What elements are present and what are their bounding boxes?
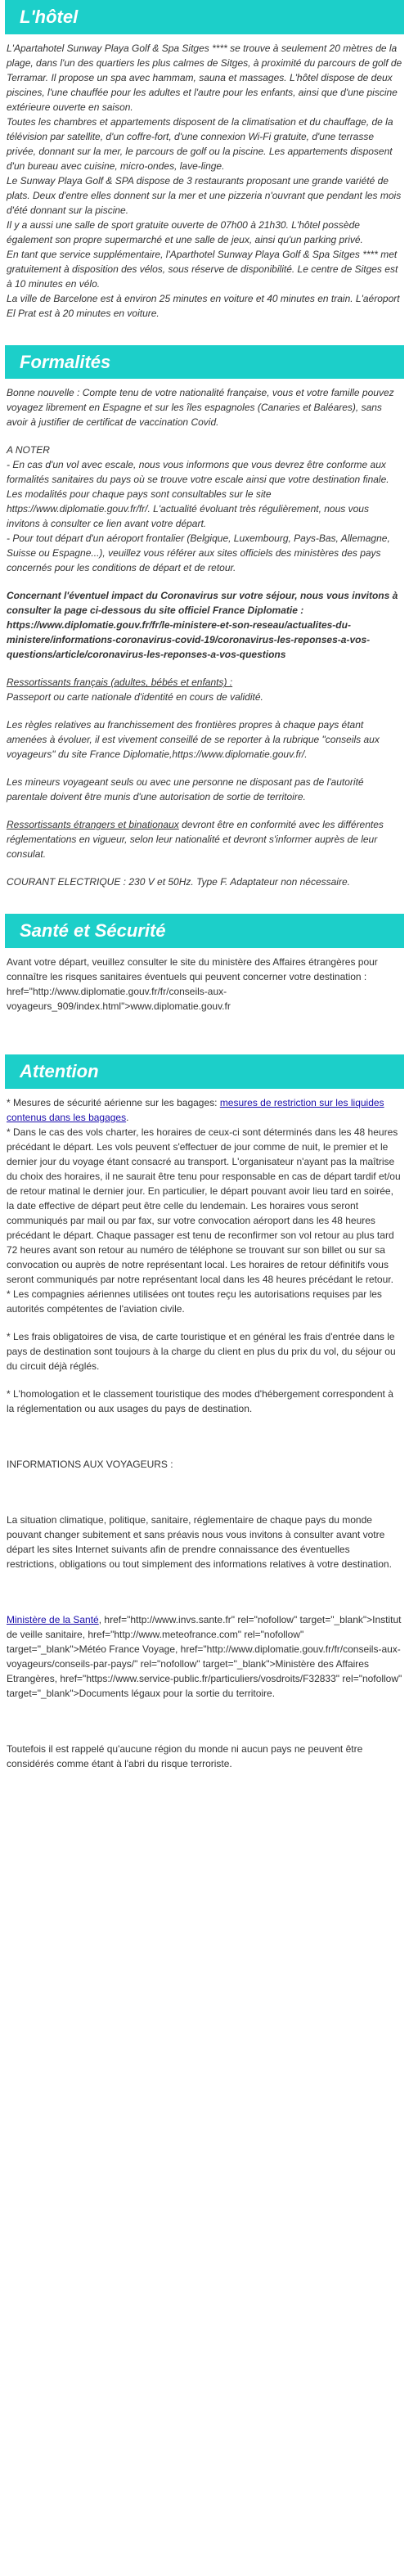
- hotel-paragraph: Il y a aussi une salle de sport gratuite ouverte de 07h00 à 21h30. L'hôtel possède également son propre supermarché et une salle de jeux, ainsi qu'un parking privé.: [7, 218, 363, 245]
- homologation-text: * L'homologation et le classement touristique des modes d'hébergement correspondent à la réglementation ou aux usages du pays de destination.: [7, 1387, 393, 1414]
- frais-text: * Les frais obligatoires de visa, de carte touristique et en général les frais d'entrée dans le pays de destination sont toujours à la charge du client en plus du prix du vol, du séjour ou du circuit déjà réglés.: [7, 1330, 396, 1372]
- charters-text: * Dans le cas des vols charter, les horaires de ceux-ci sont déterminés dans les 48 heures précédant le départ. Les vols peuvent s'effectuer de jour comme de nuit, le premier et le dernier jour du voyage étant consacré au transport. L'organisateur n'ayant pas la maîtrise du choix des horaires, il ne saurait être tenu pour responsable en cas de départ tardif et/ou de retour matinal le dernier jour. En particulier, le départ pouvant avoir lieu tard en soirée, la date effective de départ peut être celle du lendemain. Les horaires vous seront communiqués par mail ou par fax, sur votre convocation aéroport dans les 48 heures précédant le départ. Chaque passager est tenu de reconfirmer son vol retour au plus tard 72 heures avant son retour au numéro de téléphone se trouvant sur son billet ou sur sa convocation ou auprès de notre représentant local. Les horaires de retour définitifs vous seront communiqués par notre représentant local dans les 48 heures précédant le retour.: [7, 1126, 401, 1285]
- ressortissants-fr-title: Ressortissants français (adultes, bébés et enfants) :: [7, 677, 233, 689]
- info-voyageurs-title: INFORMATIONS AUX VOYAGEURS :: [7, 1458, 173, 1470]
- note-line: - Pour tout départ d'un aéroport frontalier (Belgique, Luxembourg, Pays-Bas, Allemagne, Suisse ou Espagne...), veuillez vous référer aux sites officiels des ministères des pays concernés pour les conditions de départ et de retour.: [7, 533, 390, 574]
- hotel-section: [5, 0, 404, 321]
- ministere-rest: , href="http://www.invs.sante.fr" rel="nofollow" target="_blank">Institut de veille sanitaire, href="http://www.meteofrance.com" rel="nofollow" target="_blank">Météo France Voyage, href="http://www.diplomatie.gouv.fr/fr/conseils-aux-voyageurs/conseils-par-pays/" rel="nofollow" target="_blank">Ministère des Affaires Etrangères, href="https://www.service-public.fr/particuliers/vosdroits/F32833" rel="nofollow" target="_blank">Documents légaux pour la sortie du territoire.: [7, 1613, 402, 1699]
- attention-body: [5, 1089, 404, 1771]
- hotel-description: [5, 34, 404, 321]
- mesures-paragraph: [7, 1095, 402, 1125]
- mesures-prefix: * Mesures de sécurité aérienne sur les bagages:: [7, 1096, 220, 1108]
- situation-text: La situation climatique, politique, sanitaire, réglementaire de chaque pays du monde pouvant changer subitement et sans préavis nous vous invitons à consulter avant votre départ les sites Internet suivants afin de prendre connaissance des éventuelles restrictions, obligations ou tout simplement des informations relatives à votre destination.: [7, 1513, 392, 1570]
- courant-electrique: COURANT ELECTRIQUE : 230 V et 50Hz. Type F. Adaptateur non nécessaire.: [7, 876, 350, 888]
- toutefois-text: Toutefois il est rappelé qu'aucune région du monde ni aucun pays ne peuvent être considérés comme étant à l'abri du risque terroriste.: [7, 1742, 363, 1769]
- attention-section-title: Attention: [5, 1054, 404, 1089]
- etrangers-text: devront être en conformité avec les différentes réglementations en vigueur, selon leur nationalité et devront s'informer auprès de leur consulat.: [7, 819, 384, 861]
- etrangers-title: Ressortissants étrangers et binationaux: [7, 819, 179, 831]
- formalites-section: [5, 345, 404, 890]
- compagnies-text: * Les compagnies aériennes utilisées ont toutes reçu les autorisations requises par les autorités compétentes de l'aviation civile.: [7, 1288, 382, 1315]
- ressortissants-fr-text: Passeport ou carte nationale d'identité en cours de validité.: [7, 691, 263, 704]
- hotel-paragraph: Le Sunway Playa Golf & SPA dispose de 3 restaurants proposant une grande variété de plats. Deux d'entre elles donnent sur la mer et une pizzeria n'ouvrant que pendant les mois d'été donnant sur la piscine.: [7, 174, 402, 216]
- note-line: - En cas d'un vol avec escale, nous vous informons que vous devrez être conforme aux formalités sanitaires du pays où se trouve votre escale ainsi que votre destination finale.: [7, 459, 389, 486]
- covid-notice: Concernant l'éventuel impact du Coronavirus sur votre séjour, nous vous invitons à consulter la page ci-dessous du site officiel France Diplomatie : https://www.diplomatie.gouv.fr/fr/le-ministere-et-son-reseau/actualites-du-ministere/informations-coronavirus-covid-19/coronavirus-les-reponses-a-vos-questions/article/coronavirus-les-reponses-a-vos-questions: [7, 590, 398, 661]
- mineurs-text: Les mineurs voyageant seuls ou avec une personne ne disposant pas de l'autorité parentale doivent être munis d'une autorisation de sortie de territoire.: [7, 776, 364, 803]
- note-title: A NOTER: [7, 444, 50, 456]
- attention-section: [5, 1054, 404, 1771]
- hotel-paragraph: L'Apartahotel Sunway Playa Golf & Spa Sitges **** se trouve à seulement 20 mètres de la plage, dans l'un des quartiers les plus calmes de Sitges, à proximité du parcours de golf de Terramar. Il propose un spa avec hammam, sauna et massages. L'hôtel dispose de deux piscines, l'une chauffée pour les adultes et l'autre pour les enfants, ainsi que d'une piscine extérieure ouverte en saison.: [7, 42, 402, 113]
- frontieres-text: Les règles relatives au franchissement des frontières propres à chaque pays étant amenées à évoluer, il est vivement conseillé de se reporter à la rubrique "conseils aux voyageurs" du site France Diplomatie,https://www.diplomatie.gouv.fr/.: [7, 719, 380, 761]
- mesures-restriction-link[interactable]: mesures de restriction sur les liquides contenus dans les bagages: [7, 1096, 384, 1123]
- etrangers-paragraph: [7, 817, 402, 861]
- ministere-paragraph: [7, 1612, 402, 1701]
- hotel-section-title: L'hôtel: [5, 0, 404, 34]
- hotel-paragraph: La ville de Barcelone est à environ 25 minutes en voiture et 40 minutes en train. L'aéroport El Prat est à 20 minutes en voiture.: [7, 292, 400, 319]
- mesures-suffix: .: [126, 1111, 129, 1123]
- formalites-intro: Bonne nouvelle : Compte tenu de votre nationalité française, vous et votre famille pouvez voyagez librement en Espagne et sur les îles espagnoles (Canaries et Baléares), sans avoir à justifier de certificat de vaccination Covid.: [7, 387, 394, 429]
- note-line: Les modalités pour chaque pays sont consultables sur le site https://www.diplomatie.gouv.fr/fr/. L'actualité évoluant très régulièrement, nous vous invitons à consulter ce lien avant votre départ.: [7, 488, 369, 530]
- sante-section: [5, 914, 404, 1014]
- formalites-section-title: Formalités: [5, 345, 404, 380]
- hotel-paragraph: Toutes les chambres et appartements disposent de la climatisation et du chauffage, de la télévision par satellite, d'un coffre-fort, d'une connexion Wi-Fi gratuite, d'une terrasse privée, donnant sur la mer, le parcours de golf ou la piscine. Les appartements disposent d'un bureau avec cuisine, micro-ondes, lave-linge.: [7, 115, 393, 172]
- sante-body: [5, 948, 404, 1014]
- formalites-body: [5, 379, 404, 889]
- sante-section-title: Santé et Sécurité: [5, 914, 404, 948]
- sante-text: Avant votre départ, veuillez consulter le site du ministère des Affaires étrangères pour connaître les risques sanitaires éventuels qui peuvent concerner votre destination : href="http://www.diplomatie.gouv.fr/fr/conseils-aux-voyageurs_909/index.html">www.diplomatie.gouv.fr: [7, 956, 378, 1013]
- hotel-paragraph: En tant que service supplémentaire, l'Aparthotel Sunway Playa Golf & Spa Sitges **** met gratuitement à disposition des vélos, sous réserve de disponibilité. Le centre de Sitges est à 10 minutes en vélo.: [7, 248, 398, 290]
- ministere-sante-link[interactable]: Ministère de la Santé: [7, 1613, 99, 1625]
